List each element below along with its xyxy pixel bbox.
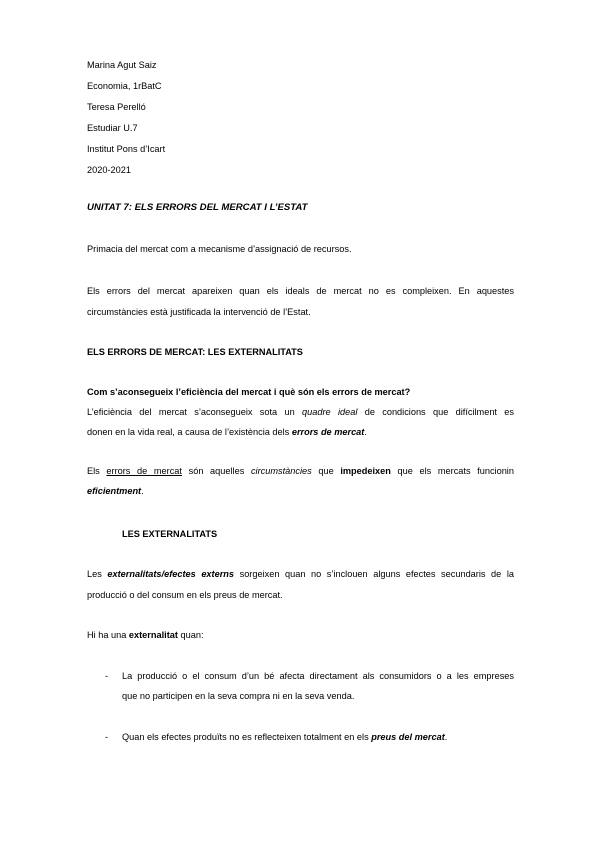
section1-question: Com s’aconsegueix l’eficiència del mercat i què són els errors de mercat? (87, 387, 411, 397)
bullet2-line: Quan els efectes produïts no es reflecteixen totalment en els preus del mercat. (122, 732, 448, 742)
author-name: Marina Agut Saiz (87, 60, 157, 70)
section1-heading: ELS ERRORS DE MERCAT: LES EXTERNALITATS (87, 347, 303, 357)
section2-heading: LES EXTERNALITATS (122, 529, 218, 539)
bullet1-line1: La producció o el consum d’un bé afecta directament als consumidors o a les empreses (122, 671, 514, 681)
section1-paragraph2-line2: eficientment. (87, 486, 144, 496)
intro-primacy: Primacia del mercat com a mecanisme d’assignació de recursos. (87, 244, 352, 254)
section2-definition-line2: producció o del consum en els preus de mercat. (87, 590, 283, 600)
section1-paragraph2-line1: Els errors de mercat són aquelles circumstàncies que impedeixen que els mercats funcionin (87, 466, 514, 476)
topic-label: Estudiar U.7 (87, 123, 138, 133)
bullet-marker: - (105, 732, 109, 742)
school-name: Institut Pons d’Icart (87, 144, 166, 154)
school-year: 2020-2021 (87, 165, 131, 175)
section2-definition-line1: Les externalitats/efectes externs sorgeixen quan no s’inclouen alguns efectes secundaris de la (87, 569, 514, 579)
section2-externality-intro: Hi ha una externalitat quan: (87, 630, 204, 640)
bullet1-line2: que no participen en la seva compra ni en la seva venda. (122, 691, 355, 701)
section1-paragraph1-line1: L’eficiència del mercat s’aconsegueix sota un quadre ideal de condicions que difícilment es (87, 407, 515, 417)
bullet-marker: - (105, 671, 109, 681)
course-label: Economia, 1rBatC (87, 81, 162, 91)
teacher-name: Teresa Perelló (87, 102, 146, 112)
section1-paragraph1-line2: donen en la vida real, a causa de l’existència dels errors de mercat. (87, 427, 367, 437)
document-title: UNITAT 7: ELS ERRORS DEL MERCAT I L’ESTAT (87, 202, 308, 213)
intro-errors-line1: Els errors del mercat apareixen quan els ideals de mercat no es compleixen. En aquestes (87, 286, 514, 296)
intro-errors-line2: circumstàncies està justificada la intervenció de l’Estat. (87, 307, 311, 317)
